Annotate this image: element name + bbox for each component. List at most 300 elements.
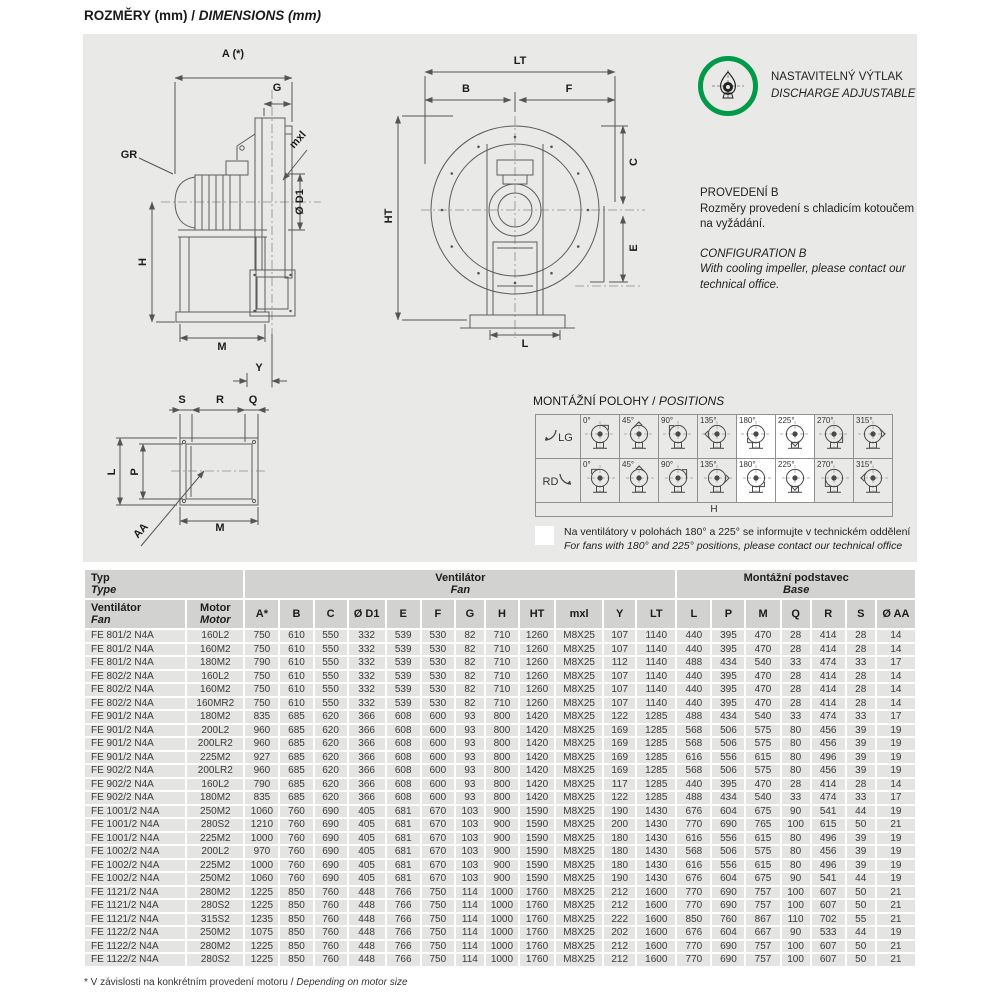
table-cell: 550 [315, 657, 347, 669]
table-cell: 93 [456, 725, 484, 737]
table-cell: 550 [315, 630, 347, 642]
table-cell: 440 [677, 644, 710, 656]
table-cell: 506 [712, 765, 744, 777]
table-group-header: Montážní podstavec Base [677, 570, 915, 598]
table-cell: 676 [677, 873, 710, 885]
table-cell: 568 [677, 765, 710, 777]
table-cell: 80 [782, 738, 810, 750]
table-cell: 114 [456, 900, 484, 912]
position-cell-lg-90: 90° [659, 415, 698, 459]
table-cell: 800 [486, 738, 518, 750]
position-cell-lg-315: 315° [854, 415, 893, 459]
table-cell: 440 [677, 779, 710, 791]
table-cell: 1260 [520, 644, 554, 656]
table-cell: 1430 [637, 873, 675, 885]
table-cell: 760 [315, 914, 347, 926]
table-cell: 434 [712, 711, 744, 723]
table-row [85, 860, 915, 872]
table-cell: 160MR2 [187, 698, 243, 710]
table-cell: FE 801/2 N4A [85, 644, 185, 656]
table-cell: 395 [712, 779, 744, 791]
table-cell: 112 [604, 657, 635, 669]
table-cell: 927 [245, 752, 278, 764]
table-cell: 19 [877, 873, 915, 885]
table-cell: 448 [349, 927, 385, 939]
table-cell: 28 [847, 630, 875, 642]
table-cell: FE 901/2 N4A [85, 752, 185, 764]
badge-line-en: DISCHARGE ADJUSTABLE [771, 88, 916, 100]
positions-row-label-lg: LG [536, 415, 581, 459]
table-cell: M8X25 [556, 725, 602, 737]
table-cell: 506 [712, 846, 744, 858]
table-cell: 604 [712, 806, 744, 818]
table-cell: 690 [315, 806, 347, 818]
table-row [85, 738, 915, 750]
footnote-en: Depending on motor size [296, 977, 408, 988]
table-cell: M8X25 [556, 900, 602, 912]
table-cell: 675 [746, 873, 779, 885]
table-cell: 33 [782, 792, 810, 804]
dim-label-l-front: L [521, 338, 529, 350]
table-cell: FE 802/2 N4A [85, 698, 185, 710]
table-cell: 1760 [520, 914, 554, 926]
table-cell: 280M2 [187, 887, 243, 899]
table-cell: 225M2 [187, 752, 243, 764]
table-cell: 212 [604, 900, 635, 912]
table-column-header: F [422, 600, 454, 628]
table-cell: 80 [782, 725, 810, 737]
table-cell: 103 [456, 873, 484, 885]
table-cell: 760 [280, 873, 312, 885]
table-cell: FE 901/2 N4A [85, 738, 185, 750]
table-cell: 710 [486, 684, 518, 696]
table-cell: 850 [280, 887, 312, 899]
table-cell: M8X25 [556, 954, 602, 966]
table-row [85, 927, 915, 939]
table-cell: M8X25 [556, 887, 602, 899]
table-cell: 608 [387, 792, 420, 804]
table-cell: 970 [245, 846, 278, 858]
table-cell: 835 [245, 711, 278, 723]
table-cell: 760 [315, 954, 347, 966]
table-cell: 610 [280, 684, 312, 696]
table-cell: 332 [349, 644, 385, 656]
table-cell: 405 [349, 846, 385, 858]
table-cell: M8X25 [556, 765, 602, 777]
table-cell: 19 [877, 752, 915, 764]
table-cell: 757 [746, 900, 779, 912]
table-cell: 19 [877, 846, 915, 858]
dim-label-l-base: L [106, 468, 118, 476]
table-cell: 835 [245, 792, 278, 804]
table-cell: 1430 [637, 833, 675, 845]
table-cell: 1140 [637, 684, 675, 696]
table-cell: 440 [677, 671, 710, 683]
table-cell: 405 [349, 806, 385, 818]
table-cell: 750 [245, 671, 278, 683]
table-cell: 44 [847, 927, 875, 939]
positions-note-cz: Na ventilátory v polohách 180° a 225° se informujte v technickém oddělení [564, 526, 911, 538]
table-cell: FE 1001/2 N4A [85, 819, 185, 831]
table-cell: 670 [422, 806, 454, 818]
table-row [85, 671, 915, 683]
table-cell: 681 [387, 846, 420, 858]
table-cell: 607 [812, 941, 845, 953]
table-cell: 530 [422, 671, 454, 683]
table-cell: 19 [877, 833, 915, 845]
table-row [85, 941, 915, 953]
table-cell: 690 [315, 819, 347, 831]
table-cell: 690 [712, 941, 744, 953]
badge-line-cz: NASTAVITELNÝ VÝTLAK [771, 71, 903, 84]
table-cell: 575 [746, 765, 779, 777]
table-cell: M8X25 [556, 927, 602, 939]
table-cell: 39 [847, 846, 875, 858]
table-cell: 690 [315, 846, 347, 858]
table-cell: 366 [349, 711, 385, 723]
table-cell: 1140 [637, 657, 675, 669]
table-cell: 82 [456, 630, 484, 642]
table-cell: 93 [456, 752, 484, 764]
table-cell: 610 [280, 630, 312, 642]
table-cell: 160L2 [187, 779, 243, 791]
table-cell: 103 [456, 860, 484, 872]
table-cell: M8X25 [556, 752, 602, 764]
table-column-header: Motor Motor [187, 600, 243, 628]
table-cell: 850 [280, 954, 312, 966]
table-cell: 44 [847, 806, 875, 818]
table-cell: 114 [456, 954, 484, 966]
table-cell: FE 801/2 N4A [85, 657, 185, 669]
table-cell: 82 [456, 644, 484, 656]
table-cell: 80 [782, 765, 810, 777]
table-cell: 676 [677, 806, 710, 818]
table-cell: 212 [604, 954, 635, 966]
table-cell: 750 [245, 684, 278, 696]
table-cell: 470 [746, 630, 779, 642]
table-cell: 19 [877, 725, 915, 737]
table-cell: 616 [677, 833, 710, 845]
table-cell: 550 [315, 671, 347, 683]
highlight-swatch [535, 526, 554, 545]
positions-grid-body [536, 415, 893, 517]
table-cell: 19 [877, 738, 915, 750]
table-cell: 28 [847, 698, 875, 710]
table-cell: 539 [387, 698, 420, 710]
table-cell: M8X25 [556, 630, 602, 642]
table-column-header: Y [604, 600, 635, 628]
table-cell: 1600 [637, 914, 675, 926]
table-cell: 50 [847, 819, 875, 831]
table-cell: 280S2 [187, 900, 243, 912]
table-cell: 1420 [520, 725, 554, 737]
table-cell: 1140 [637, 630, 675, 642]
table-cell: 690 [315, 873, 347, 885]
table-cell: 620 [315, 738, 347, 750]
table-cell: 541 [812, 806, 845, 818]
table-cell: 568 [677, 846, 710, 858]
table-cell: 21 [877, 954, 915, 966]
table-cell: 114 [456, 887, 484, 899]
table-column-header: Ø AA [877, 600, 915, 628]
table-cell: 710 [486, 644, 518, 656]
table-cell: 117 [604, 779, 635, 791]
table-cell: 55 [847, 914, 875, 926]
config-body-en: With cooling impeller, please contact our technical office. [700, 263, 906, 291]
table-cell: 750 [245, 644, 278, 656]
footnote [84, 977, 408, 988]
rotation-arrow-icon [543, 429, 558, 441]
page-title-cz: ROZMĚRY (mm) [84, 8, 188, 23]
table-cell: 750 [422, 887, 454, 899]
table-cell: 750 [422, 927, 454, 939]
table-cell: 103 [456, 819, 484, 831]
table-cell: 82 [456, 657, 484, 669]
table-cell: M8X25 [556, 657, 602, 669]
table-cell: M8X25 [556, 711, 602, 723]
table-cell: 540 [746, 711, 779, 723]
table-cell: 1760 [520, 941, 554, 953]
table-column-header: L [677, 600, 710, 628]
dim-label-p: P [129, 468, 141, 476]
table-cell: 19 [877, 927, 915, 939]
table-cell: 1420 [520, 779, 554, 791]
table-cell: 1000 [486, 954, 518, 966]
table-cell: 800 [486, 779, 518, 791]
table-cell: M8X25 [556, 833, 602, 845]
table-cell: FE 802/2 N4A [85, 684, 185, 696]
table-cell: 250M2 [187, 927, 243, 939]
table-column-header: S [847, 600, 875, 628]
table-cell: 1285 [637, 752, 675, 764]
table-cell: 456 [812, 846, 845, 858]
table-cell: 550 [315, 644, 347, 656]
badge-text [771, 69, 915, 102]
dim-label-c: C [628, 158, 640, 166]
table-cell: 1225 [245, 887, 278, 899]
position-cell-rd-90: 90° [659, 459, 698, 503]
table-cell: 250M2 [187, 806, 243, 818]
table-cell: 539 [387, 644, 420, 656]
table-cell: 28 [782, 684, 810, 696]
table-cell: 1590 [520, 819, 554, 831]
table-row [85, 833, 915, 845]
table-column-header: B [280, 600, 312, 628]
table-cell: 395 [712, 698, 744, 710]
table-cell: 180M2 [187, 711, 243, 723]
table-row [85, 752, 915, 764]
table-cell: 608 [387, 725, 420, 737]
table-cell: M8X25 [556, 941, 602, 953]
table-row [85, 765, 915, 777]
table-cell: 440 [677, 698, 710, 710]
table-cell: 280M2 [187, 941, 243, 953]
dim-label-q: Q [248, 394, 258, 406]
table-cell: 1590 [520, 873, 554, 885]
table-cell: 604 [712, 927, 744, 939]
table-cell: 539 [387, 657, 420, 669]
dim-label-y: Y [255, 362, 263, 374]
table-cell: 960 [245, 765, 278, 777]
table-cell: 80 [782, 833, 810, 845]
table-cell: 760 [280, 806, 312, 818]
table-cell: FE 1122/2 N4A [85, 927, 185, 939]
table-cell: 28 [782, 671, 810, 683]
rotation-arrow-icon [558, 473, 573, 485]
table-cell: 616 [677, 752, 710, 764]
table-cell: 448 [349, 941, 385, 953]
table-cell: FE 901/2 N4A [85, 711, 185, 723]
table-cell: 766 [387, 941, 420, 953]
table-cell: 1225 [245, 941, 278, 953]
table-cell: 169 [604, 765, 635, 777]
dim-label-m-side: M [217, 341, 227, 353]
table-cell: 82 [456, 671, 484, 683]
table-cell: FE 802/2 N4A [85, 671, 185, 683]
positions-title [533, 394, 724, 408]
discharge-adjustable-badge [698, 56, 915, 116]
table-cell: 620 [315, 711, 347, 723]
table-cell: 250M2 [187, 873, 243, 885]
table-cell: 93 [456, 711, 484, 723]
table-group-header: Typ Type [85, 570, 243, 598]
table-cell: 28 [782, 698, 810, 710]
dim-label-mxl: mxl [287, 128, 309, 152]
table-cell: 82 [456, 684, 484, 696]
table-cell: 114 [456, 941, 484, 953]
table-cell: 1420 [520, 792, 554, 804]
table-cell: 1075 [245, 927, 278, 939]
table-cell: 607 [812, 887, 845, 899]
table-cell: 21 [877, 941, 915, 953]
dim-label-s: S [178, 394, 186, 406]
dim-label-g: G [272, 82, 282, 94]
table-cell: 405 [349, 873, 385, 885]
table-cell: 757 [746, 941, 779, 953]
table-cell: 21 [877, 819, 915, 831]
table-row [85, 711, 915, 723]
table-cell: 19 [877, 765, 915, 777]
table-cell: 1235 [245, 914, 278, 926]
table-cell: 200 [604, 819, 635, 831]
table-cell: 107 [604, 630, 635, 642]
table-cell: 600 [422, 738, 454, 750]
table-cell: 533 [812, 927, 845, 939]
table-cell: 1260 [520, 684, 554, 696]
table-cell: 1285 [637, 725, 675, 737]
table-cell: 760 [280, 833, 312, 845]
table-cell: 610 [280, 644, 312, 656]
table-cell: 541 [812, 873, 845, 885]
table-cell: 90 [782, 927, 810, 939]
table-cell: 770 [677, 941, 710, 953]
table-cell: 900 [486, 860, 518, 872]
table-cell: 222 [604, 914, 635, 926]
table-cell: 395 [712, 671, 744, 683]
dim-label-h: H [137, 258, 149, 266]
table-cell: 900 [486, 819, 518, 831]
badge-ring [698, 56, 758, 116]
table-cell: 670 [422, 873, 454, 885]
table-cell: FE 1002/2 N4A [85, 873, 185, 885]
table-cell: FE 801/2 N4A [85, 630, 185, 642]
table-cell: 1590 [520, 860, 554, 872]
table-cell: 332 [349, 684, 385, 696]
table-cell: 900 [486, 806, 518, 818]
table-cell: 100 [782, 941, 810, 953]
table-cell: FE 1002/2 N4A [85, 860, 185, 872]
table-cell: 600 [422, 711, 454, 723]
table-cell: 620 [315, 792, 347, 804]
table-cell: 14 [877, 698, 915, 710]
table-cell: 39 [847, 860, 875, 872]
table-cell: 90 [782, 806, 810, 818]
dim-label-e: E [628, 244, 640, 252]
table-cell: 620 [315, 725, 347, 737]
table-cell: 470 [746, 684, 779, 696]
table-cell: 790 [245, 779, 278, 791]
table-cell: 225M2 [187, 860, 243, 872]
table-cell: 850 [280, 927, 312, 939]
table-cell: 448 [349, 900, 385, 912]
table-cell: 850 [280, 941, 312, 953]
table-cell: 1590 [520, 806, 554, 818]
table-cell: 608 [387, 765, 420, 777]
table-cell: 103 [456, 846, 484, 858]
table-cell: 770 [677, 954, 710, 966]
table-cell: 1260 [520, 671, 554, 683]
table-cell: 710 [486, 657, 518, 669]
table-cell: 160M2 [187, 644, 243, 656]
table-cell: 456 [812, 725, 845, 737]
position-cell-lg-135: 135° [698, 415, 737, 459]
table-cell: 960 [245, 738, 278, 750]
table-cell: 366 [349, 752, 385, 764]
table-cell: 556 [712, 752, 744, 764]
table-cell: 28 [782, 644, 810, 656]
position-cell-rd-0: 0° [581, 459, 620, 503]
table-cell: 414 [812, 630, 845, 642]
page-title [84, 8, 321, 23]
table-cell: 14 [877, 644, 915, 656]
table-cell: FE 902/2 N4A [85, 765, 185, 777]
table-cell: M8X25 [556, 846, 602, 858]
table-cell: 568 [677, 725, 710, 737]
table-cell: 1420 [520, 752, 554, 764]
position-cell-rd-135: 135° [698, 459, 737, 503]
table-cell: 414 [812, 644, 845, 656]
table-cell: 530 [422, 657, 454, 669]
positions-axis-label: H [536, 503, 893, 517]
table-cell: 1000 [486, 941, 518, 953]
table-cell: 667 [746, 927, 779, 939]
table-cell: 600 [422, 765, 454, 777]
table-cell: 607 [812, 954, 845, 966]
table-cell: 280S2 [187, 819, 243, 831]
dim-label-gr: GR [120, 149, 138, 161]
table-group-header: Ventilátor Fan [245, 570, 675, 598]
table-cell: 690 [315, 833, 347, 845]
table-cell: 180M2 [187, 657, 243, 669]
table-cell: 600 [422, 725, 454, 737]
table-cell: 608 [387, 779, 420, 791]
table-cell: 93 [456, 765, 484, 777]
table-cell: 530 [422, 644, 454, 656]
positions-title-en: POSITIONS [658, 394, 725, 408]
table-cell: 620 [315, 779, 347, 791]
table-cell: 33 [782, 657, 810, 669]
table-cell: M8X25 [556, 779, 602, 791]
